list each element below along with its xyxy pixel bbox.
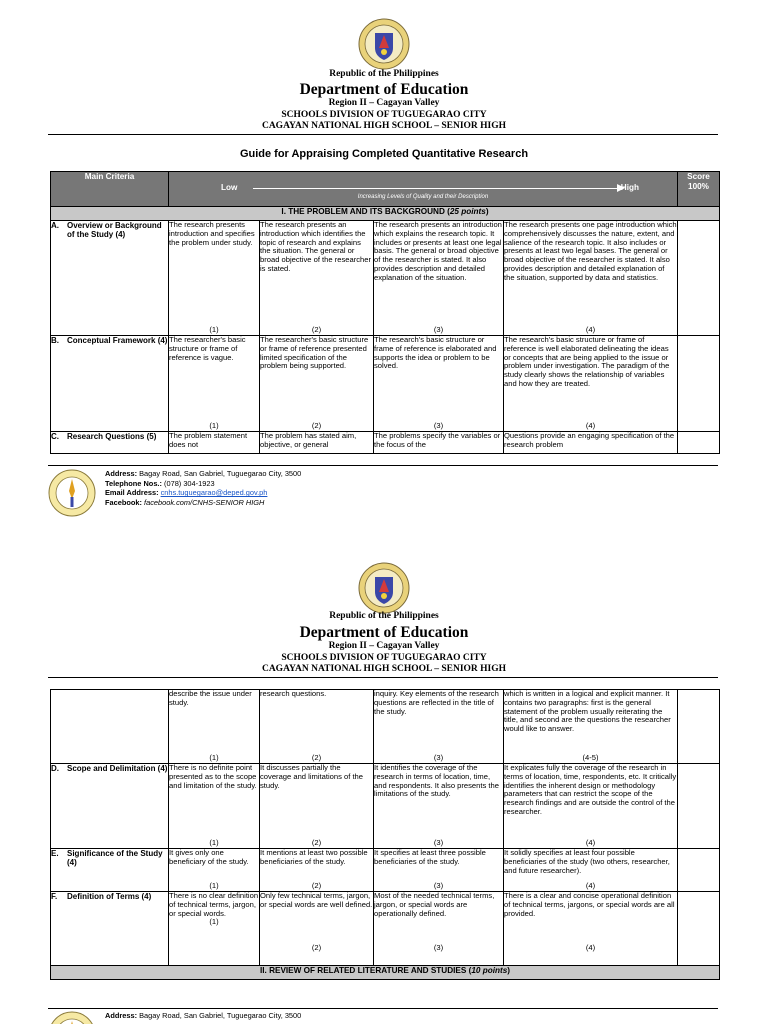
document-title: Guide for Appraising Completed Quantitative Research: [239, 148, 529, 160]
footer-contact: [105, 469, 301, 508]
division-text: SCHOOLS DIVISION OF TUGUEGARAO CITY: [281, 110, 487, 120]
level-1-cell: There is no definite point presented as to the scope and limitation of the study. (1): [169, 764, 260, 849]
criterion-label: C. Research Questions (5): [51, 432, 169, 454]
department-title: Department of Education: [299, 81, 469, 98]
letterhead-divider: [48, 134, 718, 135]
department-title: Department of Education: [299, 624, 469, 641]
score-cell[interactable]: [678, 764, 720, 849]
table-row: [51, 892, 720, 966]
level-3-cell: The research's basic structure or frame of reference is elaborated and supports the idea or problem to be solved. (3): [374, 336, 504, 432]
criterion-label: D. Scope and Delimitation (4): [51, 764, 169, 849]
table-row: [51, 221, 720, 336]
division-text: SCHOOLS DIVISION OF TUGUEGARAO CITY: [281, 653, 487, 663]
republic-text: Republic of the Philippines: [329, 69, 439, 79]
level-4-cell: which is written in a logical and explicit manner. It contains two paragraphs: first is the general statement of the problem usually reiterating the title, and second are the questions the researcher would like to answer. (4-5): [504, 690, 678, 764]
level-1-cell: The problem statement does not: [169, 432, 260, 454]
footer-address: Address: Bagay Road, San Gabriel, Tuguegarao City, 3500: [105, 1011, 302, 1020]
level-2-cell: It discusses partially the coverage and limitations of the study. (2): [260, 764, 374, 849]
header-score-percent: 100%: [688, 181, 709, 191]
level-3-cell: The problems specify the variables or the focus of the: [374, 432, 504, 454]
section-header-literature: II. REVIEW OF RELATED LITERATURE AND STUDIES (10 points): [51, 966, 720, 980]
scale-arrow-line: [253, 188, 617, 189]
region-text: Region II – Cagayan Valley: [328, 98, 440, 108]
table-row: [51, 764, 720, 849]
school-logo-icon: [48, 469, 96, 517]
header-low: Low: [221, 183, 238, 192]
section-header-problem: I. THE PROBLEM AND ITS BACKGROUND (25 points): [51, 207, 720, 221]
header-levels-caption: Increasing Levels of Quality and their Description: [357, 194, 489, 200]
level-2-cell: The research presents an introduction which identifies the topic of research and explains the situation. The general or broad objective of the researcher is stated. (2): [260, 221, 374, 336]
region-text: Region II – Cagayan Valley: [328, 641, 440, 651]
level-2-cell: The problem has stated aim, objective, or general: [260, 432, 374, 454]
header-score-label: Score: [687, 172, 710, 181]
footer-divider: [48, 1008, 718, 1009]
score-cell[interactable]: [678, 336, 720, 432]
level-3-cell: It specifies at least three possible beneficiaries of the study. (3): [374, 849, 504, 892]
level-4-cell: There is a clear and concise operational definition of technical terms, jargons, or special words are all provided. (4): [504, 892, 678, 966]
footer-email: Email Address: cnhs.tuguegarao@deped.gov.ph: [105, 488, 268, 498]
table-row: [51, 690, 720, 764]
page-gap: [0, 520, 768, 544]
level-2-cell: It mentions at least two possible beneficiaries of the study. (2): [260, 849, 374, 892]
school-text: CAGAYAN NATIONAL HIGH SCHOOL – SENIOR HIGH: [261, 121, 507, 131]
level-2-cell: The researcher's basic structure or frame of reference presented limited specification of the problem being supported. (2): [260, 336, 374, 432]
level-4-cell: The research presents one page introduction which comprehensively discusses the nature, extent, and salience of the research topic. It also includes or presents at least two legal bases. The general or broad objective of the researcher is stated. It also provides description and detailed explanation of the situation, supported by data and statistics. (4): [504, 220, 677, 335]
school-text: CAGAYAN NATIONAL HIGH SCHOOL – SENIOR HIGH: [261, 664, 507, 674]
footer-divider: [48, 465, 718, 466]
level-1-cell: There is no clear definition of technical terms, jargon, or special words. (1): [169, 892, 260, 966]
score-cell[interactable]: [678, 892, 720, 966]
header-main-criteria: Main Criteria: [51, 172, 169, 207]
criterion-label: A. Overview or Background of the Study (4): [51, 221, 169, 336]
score-cell[interactable]: [678, 221, 720, 336]
level-2-cell: research questions. (2): [260, 690, 374, 764]
level-1-cell: It gives only one beneficiary of the study. (1): [169, 849, 260, 892]
table-row: [51, 432, 720, 454]
score-cell[interactable]: [678, 432, 720, 454]
letterhead-divider: [48, 677, 718, 678]
criterion-label: F. Definition of Terms (4): [51, 892, 169, 966]
level-3-cell: The research presents an introduction which explains the research topic. It includes or presents at least one legal basis. The general or broad objective of the researcher is stated. It also provides description and detailed explanation of the situation. (3): [374, 220, 502, 335]
footer-phone: Telephone Nos.: (078) 304-1923: [105, 478, 215, 488]
score-cell[interactable]: [678, 849, 720, 892]
level-3-cell: Most of the needed technical terms, jargon, or special words are operationally defined. (3): [374, 892, 504, 966]
level-4-cell: It solidly specifies at least four possible beneficiaries of the study (two others, researcher, and future researcher). (4): [504, 849, 678, 892]
level-3-cell: inquiry. Key elements of the research questions are reflected in the title of the study. (3): [374, 690, 504, 764]
level-1-cell: The researcher's basic structure or frame of reference is vague. (1): [169, 336, 260, 432]
document-page-2: [0, 544, 768, 1024]
score-cell[interactable]: [678, 690, 720, 764]
rubric-table-page-1: [50, 171, 720, 454]
criterion-label: [51, 690, 169, 764]
footer-facebook: Facebook: facebook.com/CNHS-SENIOR HIGH: [105, 497, 265, 507]
header-quality-scale: [169, 172, 678, 207]
level-1-cell: The research presents introduction and specifies the problem under study. (1): [169, 221, 260, 336]
header-score: [678, 172, 720, 207]
deped-seal-icon: [358, 18, 410, 70]
table-row: [51, 336, 720, 432]
school-logo-icon: [48, 1011, 96, 1024]
criterion-label: B. Conceptual Framework (4): [51, 336, 169, 432]
rubric-table-page-2: [50, 689, 720, 980]
table-row: [51, 849, 720, 892]
level-3-cell: It identifies the coverage of the research in terms of location, time, and respondents. It also presents the limitations of the study. (3): [374, 764, 504, 849]
footer-contact: [105, 1011, 301, 1021]
footer-address: Address: Bagay Road, San Gabriel, Tuguegarao City, 3500: [105, 469, 302, 478]
level-2-cell: Only few technical terms, jargon, or special words are well defined. (2): [260, 892, 374, 966]
level-4-cell: Questions provide an engaging specification of the research problem: [504, 432, 678, 454]
level-1-cell: describe the issue under study. (1): [169, 690, 260, 764]
header-high: High: [620, 183, 639, 192]
criterion-label: E. Significance of the Study (4): [51, 849, 169, 892]
republic-text: Republic of the Philippines: [329, 611, 439, 621]
deped-seal-icon: [358, 562, 410, 614]
level-4-cell: The research's basic structure or frame of reference is well elaborated delineating the ideas or concepts that are being applied to the issue or problem under investigation. The paradigm of the study clearly shows the relationship of variables and how they are treated. (4): [504, 336, 678, 432]
email-link[interactable]: cnhs.tuguegarao@deped.gov.ph: [160, 488, 268, 498]
level-4-cell: It explicates fully the coverage of the research in terms of location, time, respondents, etc. It critically identifies the inherent design or methodology parameters that can restrict the scope of the research findings and are outside the control of the researcher. (4): [504, 763, 677, 848]
